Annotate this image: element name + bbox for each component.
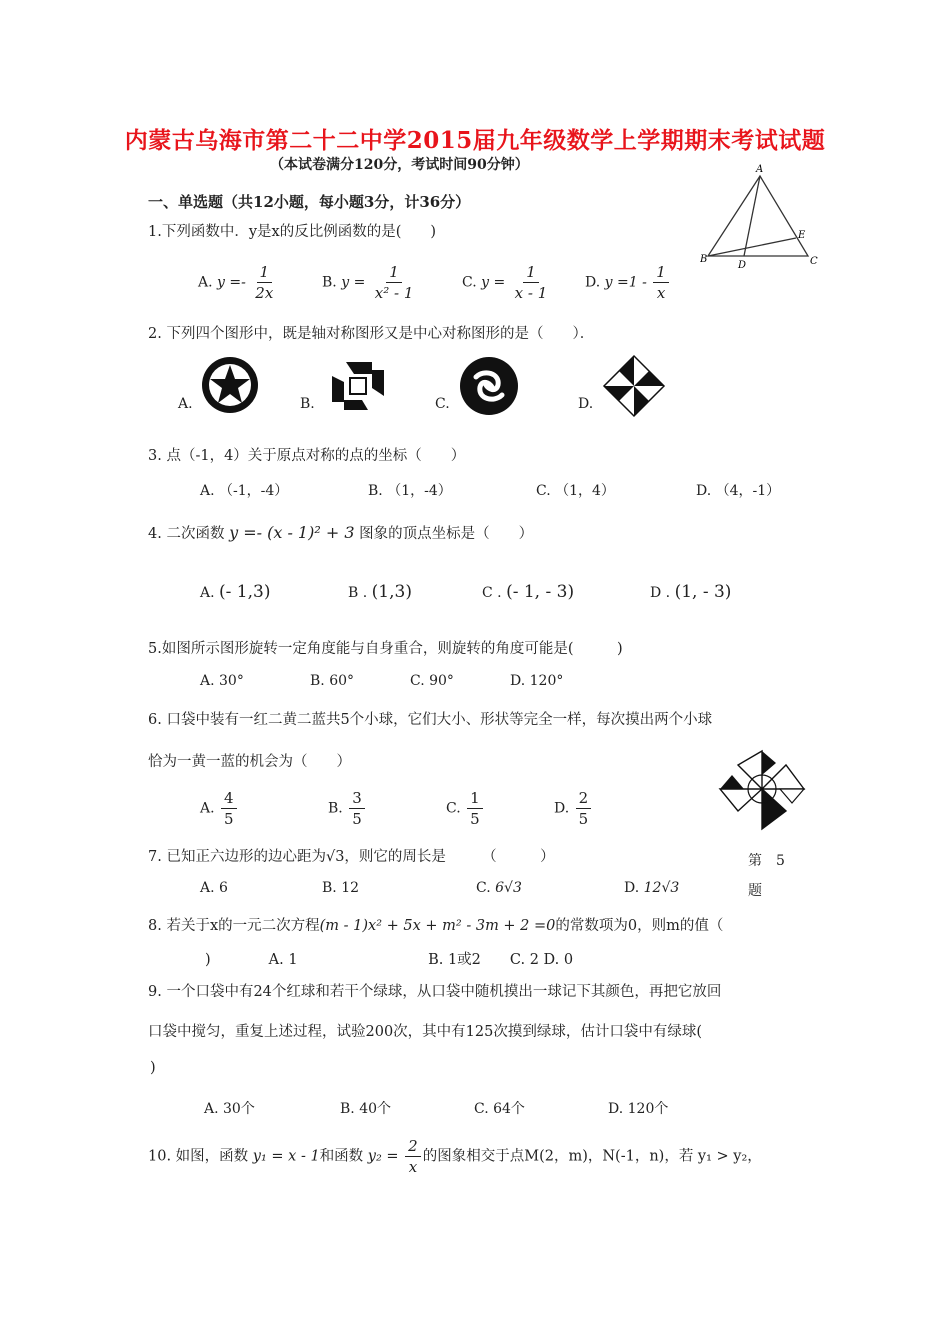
q6-stem-line1: 6. 口袋中装有一红二黄二蓝共5个小球，它们大小、形状等完全一样，每次摸出两个小球: [148, 712, 713, 728]
q8-options-line: ) A. 1 B. 1或2 C. 2 D. 0: [176, 952, 574, 968]
q10-stem: [148, 1136, 762, 1177]
q5-figure-caption-line2: 题: [748, 883, 762, 899]
q7-stem: [148, 845, 555, 866]
q4-b-label: B .: [348, 585, 368, 601]
q9-stem-line3: ): [150, 1060, 156, 1076]
q1-option-d: [585, 262, 671, 303]
q6-option-c: [446, 788, 485, 829]
triangle-label-c: C: [810, 256, 818, 267]
q6-b-label: B.: [328, 800, 343, 817]
q7-option-b: B. 12: [322, 880, 360, 896]
q5-option-c: C. 90°: [410, 673, 454, 689]
q7-option-d: [624, 880, 679, 896]
q3-stem: 3. 点（-1，4）关于原点对称的点的坐标（ ）: [148, 448, 466, 464]
q4-option-b: [348, 582, 412, 602]
triangle-label-d: D: [738, 260, 747, 270]
q7-d-value: 12√3: [643, 880, 680, 896]
q1-d-fraction: $\frac{1}{x}$: [653, 262, 669, 303]
q1-stem: 1.下列函数中．y是x的反比例函数的是( ): [148, 224, 437, 240]
q6-option-a: [200, 788, 239, 829]
triangle-label-e: E: [798, 230, 806, 241]
q4-a-value: (- 1,3): [219, 582, 271, 602]
q2-stem: 2. 下列四个图形中，既是轴对称图形又是中心对称图形的是（ ）．: [148, 326, 595, 342]
q2-d-label: D.: [578, 396, 594, 412]
q6-c-fraction: $\frac{1}{5}$: [467, 788, 483, 829]
q1-c-fraction: $\frac{1}{x - 1}$: [514, 263, 548, 302]
q6-d-label: D.: [554, 800, 570, 817]
q1-a-fraction: $\frac{1}{2x}$: [255, 263, 274, 302]
q1-b-fraction: $\frac{1}{\text{x² - 1}}$: [374, 263, 414, 302]
q1-d-label: D.: [585, 274, 601, 291]
q7-sqrt: √3: [325, 849, 345, 865]
q7-d-label: D.: [624, 880, 640, 896]
triangle-figure: [700, 160, 820, 270]
q3-option-d: D. （4，-1）: [696, 483, 781, 499]
q7-option-c: [476, 880, 522, 896]
page-title: 内蒙古乌海市第二十二中学2015届九年级数学上学期期末考试试题: [124, 127, 826, 154]
q7-option-a: A. 6: [200, 880, 228, 896]
q10-stem-post: 的图象相交于点M(2，m)，N(-1，n)，若 y₁ > y₂，: [422, 1148, 762, 1165]
q3-option-c: C. （1，4）: [536, 483, 615, 499]
q10-mid: 和函数: [319, 1148, 364, 1165]
q2-a-label: A.: [178, 396, 193, 412]
star-circle-icon: [200, 355, 260, 415]
q8-equation: (m - 1)x² + 5x + m² - 3m + 2 =0: [319, 918, 556, 934]
q1-option-b: [322, 262, 418, 303]
q6-d-fraction: $\frac{2}{5}$: [576, 788, 592, 829]
q1-b-lhs: y =: [341, 274, 366, 291]
q1-option-a: [198, 262, 278, 303]
q1-option-c: [462, 262, 552, 303]
q5-option-b: B. 60°: [310, 673, 355, 689]
section-heading: 一、单选题（共12小题，每小题3分，计36分）: [148, 193, 471, 211]
q10-y2-fraction: $\frac{2}{x}$: [405, 1136, 421, 1177]
q4-b-value: (1,3): [371, 582, 412, 602]
q6-stem-line2: 恰为一黄一蓝的机会为（ ）: [148, 754, 351, 770]
q1-c-label: C.: [462, 274, 477, 291]
q4-stem: [148, 522, 533, 543]
q2-c-label: C.: [435, 396, 450, 412]
q6-option-b: [328, 788, 367, 829]
q7-c-value: 6√3: [495, 880, 522, 896]
q4-formula: y =- (x - 1)² + 3: [229, 523, 355, 542]
q8-stem-post: 的常数项为0，则m的值（: [555, 918, 724, 934]
q4-c-label: C .: [482, 585, 502, 601]
q10-y2-lhs: y₂ =: [367, 1148, 399, 1165]
q9-stem-line2: 口袋中搅匀，重复上述过程，试验200次，其中有125次摸到绿球，估计口袋中有绿球(: [148, 1024, 703, 1040]
q7-c-label: C.: [476, 880, 491, 896]
q2-b-label: B.: [300, 396, 315, 412]
q7-stem-post: ，则它的周长是 （ ）: [344, 849, 555, 865]
q1-a-label: A.: [198, 274, 213, 291]
diamond-pinwheel-icon: [602, 354, 666, 418]
q4-d-value: (1, - 3): [674, 582, 732, 602]
q5-pinwheel-figure: [716, 745, 808, 833]
q10-y1: y₁ = x - 1: [252, 1148, 320, 1165]
q9-option-d: D. 120个: [608, 1101, 669, 1117]
q4-option-c: [482, 582, 574, 602]
q4-stem-pre: 4. 二次函数: [148, 526, 225, 542]
pinwheel-square-icon: [328, 356, 388, 416]
q1-c-lhs: y =: [481, 274, 506, 291]
q8-stem-pre: 8. 若关于x的一元二次方程: [148, 918, 320, 934]
q6-a-label: A.: [200, 800, 215, 817]
q10-stem-pre: 10. 如图，函数: [148, 1148, 249, 1165]
q3-option-b: B. （1，-4）: [368, 483, 452, 499]
triangle-label-a: A: [756, 164, 764, 175]
q1-d-lhs: y =1 -: [604, 274, 647, 291]
q4-a-label: A.: [200, 585, 215, 601]
q9-option-b: B. 40个: [340, 1101, 392, 1117]
q9-option-a: A. 30个: [204, 1101, 255, 1117]
q6-c-label: C.: [446, 800, 461, 817]
q6-b-fraction: $\frac{3}{5}$: [349, 788, 365, 829]
page-subtitle: （本试卷满分120分，考试时间90分钟）: [270, 157, 529, 173]
q4-d-label: D .: [650, 585, 671, 601]
q4-stem-post: 图象的顶点坐标是（ ）: [359, 526, 534, 542]
triangle-label-b: B: [700, 254, 708, 265]
q5-option-d: D. 120°: [510, 673, 564, 689]
q8-stem: [148, 914, 723, 935]
q7-stem-pre: 7. 已知正六边形的边心距为: [148, 849, 326, 865]
q5-figure-caption-line1: 第 5: [748, 853, 785, 869]
q3-option-a: A. （-1，-4）: [200, 483, 289, 499]
q4-option-a: [200, 582, 270, 602]
q1-a-lhs: y =-: [217, 274, 246, 291]
yin-yang-icon: [458, 355, 520, 417]
q4-option-d: [650, 582, 731, 602]
q5-stem: 5.如图所示图形旋转一定角度能与自身重合，则旋转的角度可能是( ): [148, 641, 623, 657]
q9-option-c: C. 64个: [474, 1101, 525, 1117]
q5-option-a: A. 30°: [200, 673, 244, 689]
q9-stem-line1: 9. 一个口袋中有24个红球和若干个绿球，从口袋中随机摸出一球记下其颜色，再把它放回: [148, 984, 722, 1000]
q1-b-label: B.: [322, 274, 337, 291]
q6-option-d: [554, 788, 593, 829]
q4-c-value: (- 1, - 3): [506, 582, 575, 602]
q6-a-fraction: $\frac{4}{5}$: [221, 788, 237, 829]
